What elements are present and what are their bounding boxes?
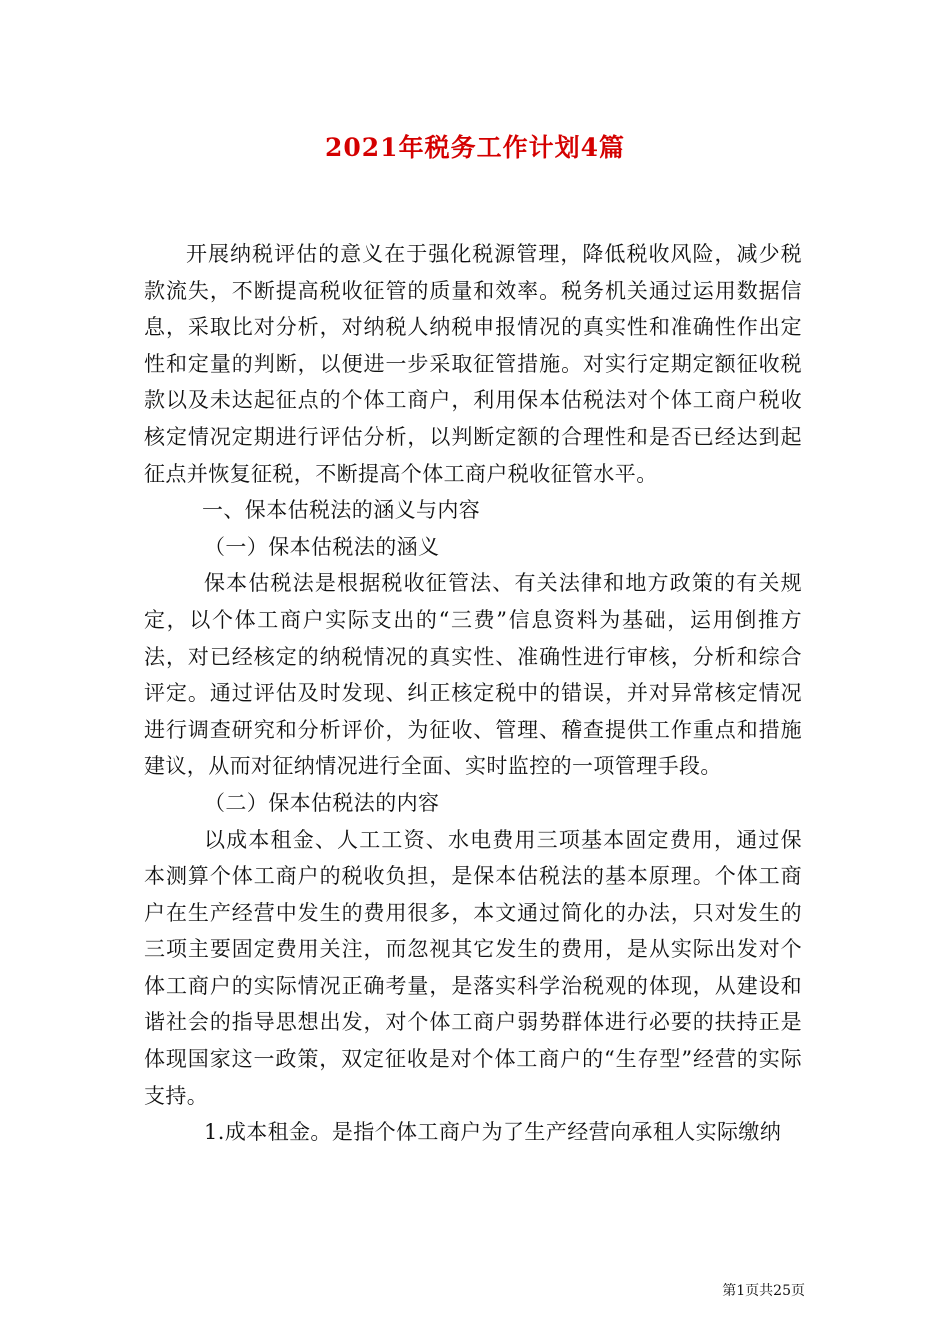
paragraph-content: 以成本租金、人工工资、水电费用三项基本固定费用，通过保本测算个体工商户的税收负担，是保本估税法的基本原理。个体工商户在生产经营中发生的费用很多，本文通过简化的办法，只对发生的三项主要固定费用关注，而忽视其它发生的费用，是从实际出发对个体工商户的实际情况正确考量，是落实科学治税观的体现，从建设和谐社会的指导思想出发，对个体工商户弱势群体进行必要的扶持正是体现国家这一政策，双定征收是对个体工商户的“生存型”经营的实际支持。: [144, 827, 802, 1108]
document-title: 2021年税务工作计划4篇: [325, 133, 625, 162]
paragraph-intro: 开展纳税评估的意义在于强化税源管理，降低税收风险，减少税款流失，不断提高税收征管的质量和效率。税务机关通过运用数据信息，采取比对分析，对纳税人纳税申报情况的真实性和准确性作出定性和定量的判断，以便进一步采取征管措施。对实行定期定额征收税款以及未达起征点的个体工商户，利用保本估税法对个体工商户税收核定情况定期进行评估分析，以判断定额的合理性和是否已经达到起征点并恢复征税，不断提高个体工商户税收征管水平。: [144, 242, 802, 486]
subsection-heading: （二）保本估税法的内容: [204, 790, 440, 815]
subsection-heading: （一）保本估税法的涵义: [204, 534, 440, 559]
paragraph-definition: 保本估税法是根据税收征管法、有关法律和地方政策的有关规定，以个体工商户实际支出的“三费”信息资料为基础，运用倒推方法，对已经核定的纳税情况的真实性、准确性进行审核，分析和综合评定。通过评估及时发现、纠正核定税中的错误，并对异常核定情况进行调查研究和分析评价，为征收、管理、稽查提供工作重点和措施建议，从而对征纳情况进行全面、实时监控的一项管理手段。: [144, 571, 802, 779]
section-heading: 一、保本估税法的涵义与内容: [202, 498, 481, 523]
document-body: [144, 236, 802, 1151]
page-number: 第1页共25页: [722, 1283, 805, 1299]
paragraph-list-item: 1.成本租金。是指个体工商户为了生产经营向承租人实际缴纳: [204, 1120, 782, 1145]
